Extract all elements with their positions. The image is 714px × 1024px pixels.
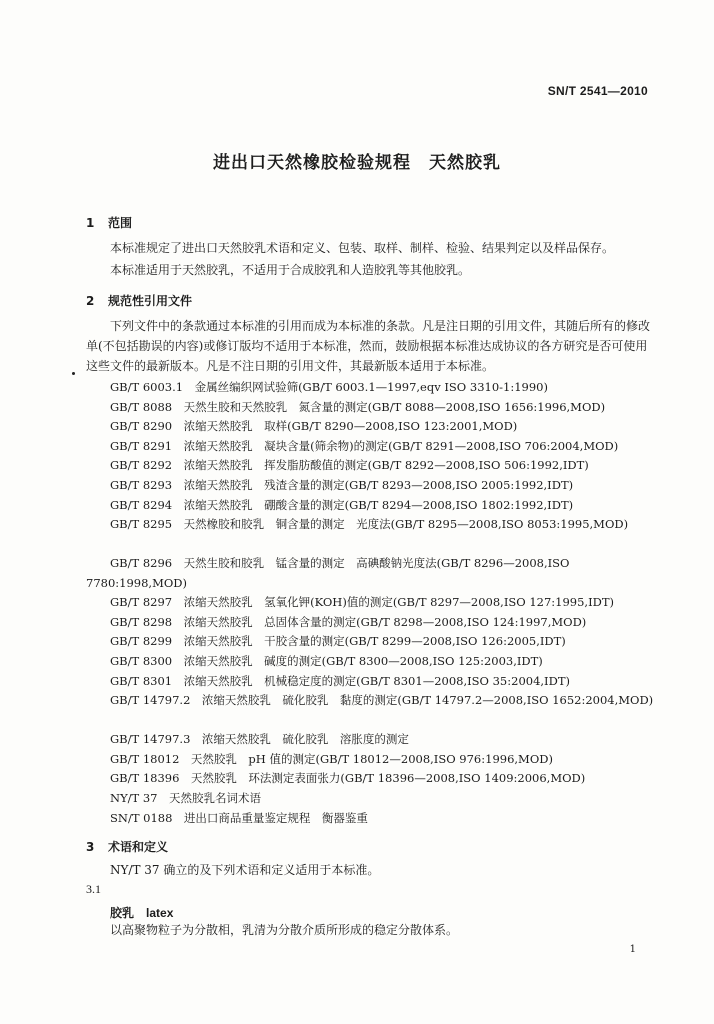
scope-paragraph-1: 本标准规定了进出口天然胶乳术语和定义、包装、取样、制样、检验、结果判定以及样品保存。 [110,241,615,255]
section-title: 范围 [108,216,133,230]
reference-item: GB/T 8088 天然生胶和天然胶乳 氮含量的测定(GB/T 8088—2008,ISO 1656:1996,MOD) [110,399,606,414]
reference-item: GB/T 8290 浓缩天然胶乳 取样(GB/T 8290—2008,ISO 123:2001,MOD) [110,419,518,434]
terms-intro: NY/T 37 确立的及下列术语和定义适用于本标准。 [110,863,380,877]
reference-item: GB/T 18396 天然胶乳 环法测定表面张力(GB/T 18396—2008,ISO 1409:2006,MOD) [110,771,586,786]
reference-item: GB/T 8295 天然橡胶和胶乳 铜含量的测定 光度法(GB/T 8295—2008,ISO 8053:1995,MOD) [110,517,629,532]
section-number: 1 [86,216,95,230]
section-1-heading [86,214,132,231]
term-chinese: 胶乳 [110,906,135,920]
reference-list [86,378,666,828]
reference-item: GB/T 8292 浓缩天然胶乳 挥发脂肪酸值的测定(GB/T 8292—2008,ISO 506:1992,IDT) [110,458,589,473]
reference-item: SN/T 0188 进出口商品重量鉴定规程 衡器鉴重 [110,810,368,825]
reference-item: GB/T 8293 浓缩天然胶乳 残渣含量的测定(GB/T 8293—2008,ISO 2005:1992,IDT) [110,477,574,492]
page-number: 1 [629,944,636,955]
term-heading [110,904,173,921]
normative-intro: 下列文件中的条款通过本标准的引用而成为本标准的条款。凡是注日期的引用文件，其随后所有的修改单(不包括勘误的内容)或修订版均不适用于本标准，然而，鼓励根据本标准达成协议的各方研究是否可使用这些文件的最新版本。凡是不注日期的引用文件，其最新版本适用于本标准。 [86,319,651,373]
scan-mark [72,372,75,375]
term-english: latex [146,906,174,920]
section-number: 3 [86,840,95,854]
reference-item: GB/T 8299 浓缩天然胶乳 干胶含量的测定(GB/T 8299—2008,ISO 126:2005,IDT) [110,634,566,649]
reference-item: GB/T 8291 浓缩天然胶乳 凝块含量(筛余物)的测定(GB/T 8291—2008,ISO 706:2004,MOD) [110,438,619,453]
reference-item: GB/T 8296 天然生胶和胶乳 锰含量的测定 高碘酸钠光度法(GB/T 8296—2008,ISO 7780:1998,MOD) [86,556,570,590]
subsection-number: 3.1 [86,882,101,896]
section-title: 规范性引用文件 [108,294,193,308]
section-3-heading [86,838,168,855]
reference-item: GB/T 8298 浓缩天然胶乳 总固体含量的测定(GB/T 8298—2008,ISO 124:1997,MOD) [110,614,587,629]
reference-item: NY/T 37 天然胶乳名词术语 [110,790,261,805]
standard-number: SN/T 2541—2010 [547,84,648,98]
reference-item: GB/T 8300 浓缩天然胶乳 碱度的测定(GB/T 8300—2008,ISO 125:2003,IDT) [110,653,543,668]
scope-paragraph-2: 本标准适用于天然胶乳，不适用于合成胶乳和人造胶乳等其他胶乳。 [110,263,471,277]
document-title: 进出口天然橡胶检验规程 天然胶乳 [213,153,501,173]
section-number: 2 [86,294,95,308]
section-2-heading [86,292,192,309]
term-definition: 以高聚物粒子为分散相，乳清为分散介质所形成的稳定分散体系。 [110,923,459,937]
reference-item: GB/T 8297 浓缩天然胶乳 氢氧化钾(KOH)值的测定(GB/T 8297—2008,ISO 127:1995,IDT) [110,595,614,610]
reference-item: GB/T 6003.1 金属丝编织网试验筛(GB/T 6003.1—1997,eqv ISO 3310-1:1990) [110,380,548,394]
reference-item: GB/T 8294 浓缩天然胶乳 硼酸含量的测定(GB/T 8294—2008,ISO 1802:1992,IDT) [110,497,574,512]
section-title: 术语和定义 [108,840,169,854]
reference-item: GB/T 18012 天然胶乳 pH 值的测定(GB/T 18012—2008,ISO 976:1996,MOD) [110,751,553,766]
reference-item: GB/T 14797.2 浓缩天然胶乳 硫化胶乳 黏度的测定(GB/T 14797.2—2008,ISO 1652:2004,MOD) [110,693,654,708]
reference-item: GB/T 14797.3 浓缩天然胶乳 硫化胶乳 溶胀度的测定 [110,732,409,747]
reference-item: GB/T 8301 浓缩天然胶乳 机械稳定度的测定(GB/T 8301—2008,ISO 35:2004,IDT) [110,673,570,688]
